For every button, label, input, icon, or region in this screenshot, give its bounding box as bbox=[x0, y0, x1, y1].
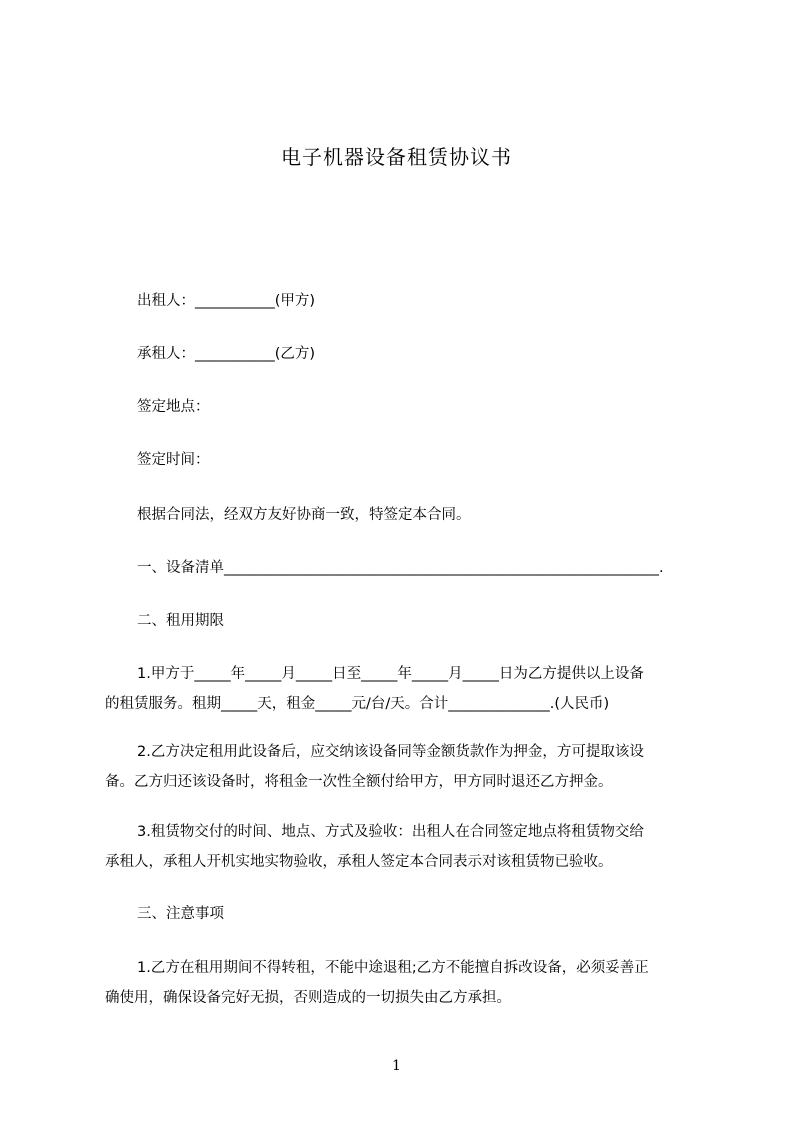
signing-place-line: 签定地点： bbox=[137, 399, 210, 415]
page-number: 1 bbox=[392, 1058, 401, 1074]
clause-2-3-line-2: 承租人，承租人开机实地实物验收，承租人签定本合同表示对该租赁物已验收。 bbox=[105, 854, 613, 870]
clause-3-1-line-2: 确使用，确保设备完好无损，否则造成的一切损失由乙方承担。 bbox=[105, 990, 511, 1006]
clause-2-1 bbox=[105, 659, 695, 719]
section-equipment-list: 一、设备清单____________________________________________________________. bbox=[137, 560, 664, 576]
clause-2-3-line-1: 3.租赁物交付的时间、地点、方式及验收：出租人在合同签定地点将租赁物交给 bbox=[137, 824, 644, 840]
clause-3-1-line-1: 1.乙方在租用期间不得转租，不能中途退租;乙方不能擅自拆改设备，必须妥善正 bbox=[137, 960, 649, 976]
section-lease-term-heading: 二、租用期限 bbox=[137, 613, 224, 629]
clause-3-1 bbox=[105, 953, 695, 1013]
clause-2-2-line-2: 备。乙方归还该设备时，将租金一次性全额付给甲方，甲方同时退还乙方押金。 bbox=[105, 774, 613, 790]
section-notes-heading: 三、注意事项 bbox=[137, 906, 224, 922]
clause-2-3 bbox=[105, 817, 695, 877]
clause-2-2 bbox=[105, 737, 695, 797]
lessor-line: 出租人：___________(甲方) bbox=[137, 293, 316, 309]
clause-2-1-line-2: 的租赁服务。租期_____天，租金_____元/台/天。合计______________.(人民币) bbox=[105, 696, 610, 712]
signing-time-line: 签定时间： bbox=[137, 452, 210, 468]
intro-paragraph: 根据合同法，经双方友好协商一致，特签定本合同。 bbox=[137, 507, 471, 523]
document-title: 电子机器设备租赁协议书 bbox=[281, 145, 512, 169]
lessee-line: 承租人：___________(乙方) bbox=[137, 346, 316, 362]
clause-2-1-line-1: 1.甲方于_____年_____月_____日至_____年_____月_____日为乙方提供以上设备 bbox=[137, 666, 644, 682]
clause-2-2-line-1: 2.乙方决定租用此设备后，应交纳该设备同等金额货款作为押金，方可提取该设 bbox=[137, 744, 644, 760]
